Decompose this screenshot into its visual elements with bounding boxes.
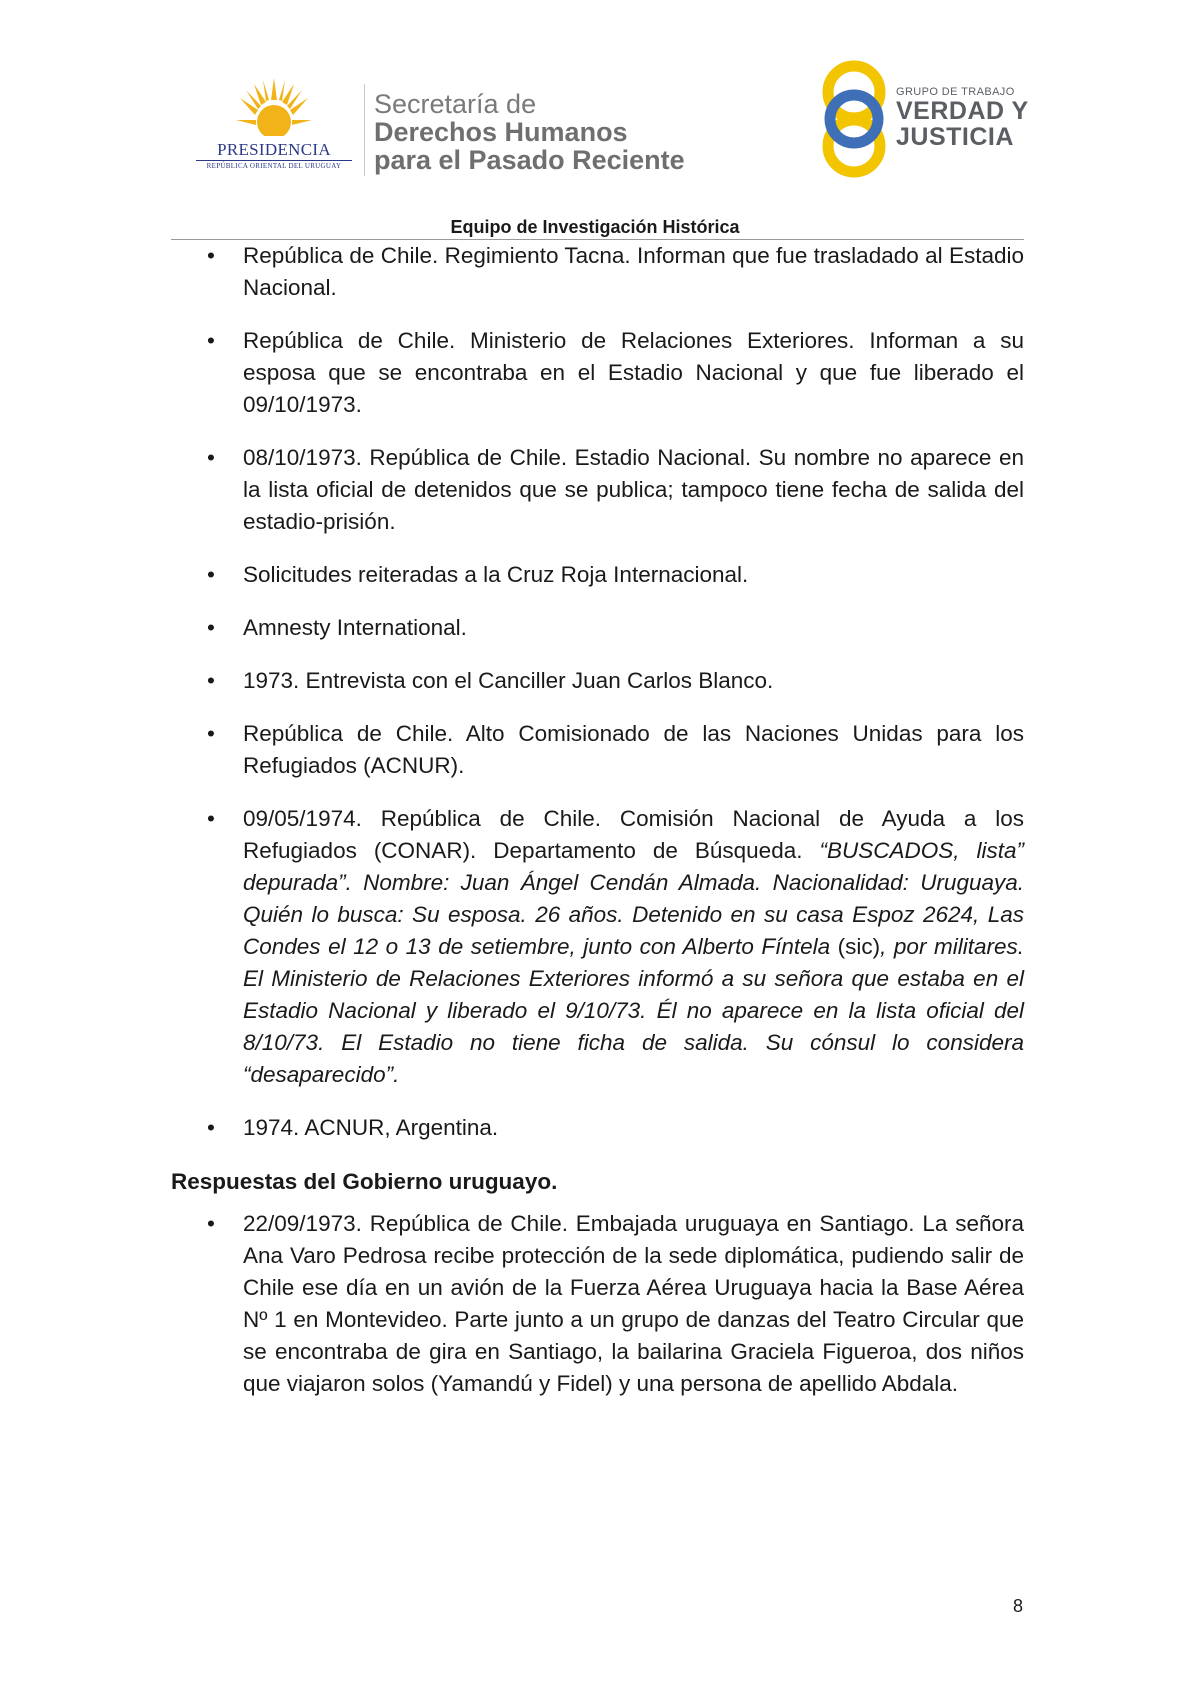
conar-plain-text: 09/05/1974. República de Chile. Comisión Nacional de Ayuda a los Refugiados (CONAR). Departamento de Búsqueda.	[243, 806, 1024, 863]
team-title: Equipo de Investigación Histórica	[450, 217, 740, 237]
list-item: • 22/09/1973. República de Chile. Embajada uruguaya en Santiago. La señora Ana Varo Pedrosa recibe protección de la sede diplomática, pudiendo salir de Chile ese día en un avión de la Fuerza Aérea Uruguaya hacia la Base Aérea Nº 1 en Montevideo. Parte junto a un grupo de danzas del Teatro Circular que se encontraba de gira en Santiago, la bailarina Graciela Figueroa, dos niños que viajaron solos (Yamandú y Fidel) y una persona de apellido Abdala.	[171, 1208, 1024, 1400]
list-item: • República de Chile. Regimiento Tacna. Informan que fue trasladado al Estadio Nacional.	[171, 240, 1024, 304]
list-item-conar	[171, 803, 1024, 1091]
sun-of-may-icon	[236, 78, 312, 142]
gvj-line-3: JUSTICIA	[896, 123, 1014, 151]
list-item: • 1973. Entrevista con el Canciller Juan Carlos Blanco.	[171, 665, 1024, 697]
section-heading: Respuestas del Gobierno uruguayo.	[171, 1169, 558, 1194]
gvj-line-1: GRUPO DE TRABAJO	[896, 86, 1015, 98]
list-item: • 1974. ACNUR, Argentina.	[171, 1112, 1024, 1144]
presidencia-logo	[196, 78, 352, 178]
list-item: • República de Chile. Alto Comisionado de las Naciones Unidas para los Refugiados (ACNUR).	[171, 718, 1024, 782]
list-item: • Solicitudes reiteradas a la Cruz Roja Internacional.	[171, 559, 1024, 591]
secretaria-line-1: Secretaría de	[374, 89, 537, 119]
conar-italic-text-2: , por militares. El Ministerio de Relaciones Exteriores informó a su señora que estaba en el Estadio Nacional y liberado el 9/10/73. Él no aparece en la lista oficial del 8/10/73. El Estadio no tiene ficha de salida. Su cónsul lo considera “desaparecido”.	[243, 934, 1024, 1087]
secretaria-title	[374, 90, 685, 174]
gvj-line-2: VERDAD Y	[896, 97, 1029, 125]
interlocked-rings-icon	[818, 56, 890, 182]
presidencia-rule	[196, 160, 352, 161]
document-body	[171, 240, 1024, 1421]
presidencia-subtitle: REPÚBLICA ORIENTAL DEL URUGUAY	[206, 162, 342, 170]
bullet-list	[171, 240, 1024, 1144]
page-number: 8	[1013, 1596, 1024, 1616]
conar-sic: (sic)	[837, 934, 881, 959]
conar-italic-text-1: “BUSCADOS, lista” depurada”. Nombre: Juan Ángel Cendán Almada. Nacionalidad: Uruguaya. Quién lo busca: Su esposa. 26 años. Detenido en su casa Espoz 2624, Las Condes el 12 o 13 de setiembre, junto con Alberto Fíntela	[243, 838, 1024, 959]
bullet-list-responses	[171, 1208, 1024, 1400]
list-item: • 08/10/1973. República de Chile. Estadio Nacional. Su nombre no aparece en la lista oficial de detenidos que se publica; tampoco tiene fecha de salida del estadio-prisión.	[171, 442, 1024, 538]
presidencia-word: PRESIDENCIA	[217, 140, 331, 159]
gvj-logo-text	[896, 86, 1029, 150]
header-divider	[364, 84, 365, 176]
list-item: • República de Chile. Ministerio de Relaciones Exteriores. Informan a su esposa que se encontraba en el Estadio Nacional y que fue liberado el 09/10/1973.	[171, 325, 1024, 421]
secretaria-line-2: Derechos Humanos	[374, 117, 628, 147]
list-item: • Amnesty International.	[171, 612, 1024, 644]
secretaria-line-3: para el Pasado Reciente	[374, 145, 685, 175]
